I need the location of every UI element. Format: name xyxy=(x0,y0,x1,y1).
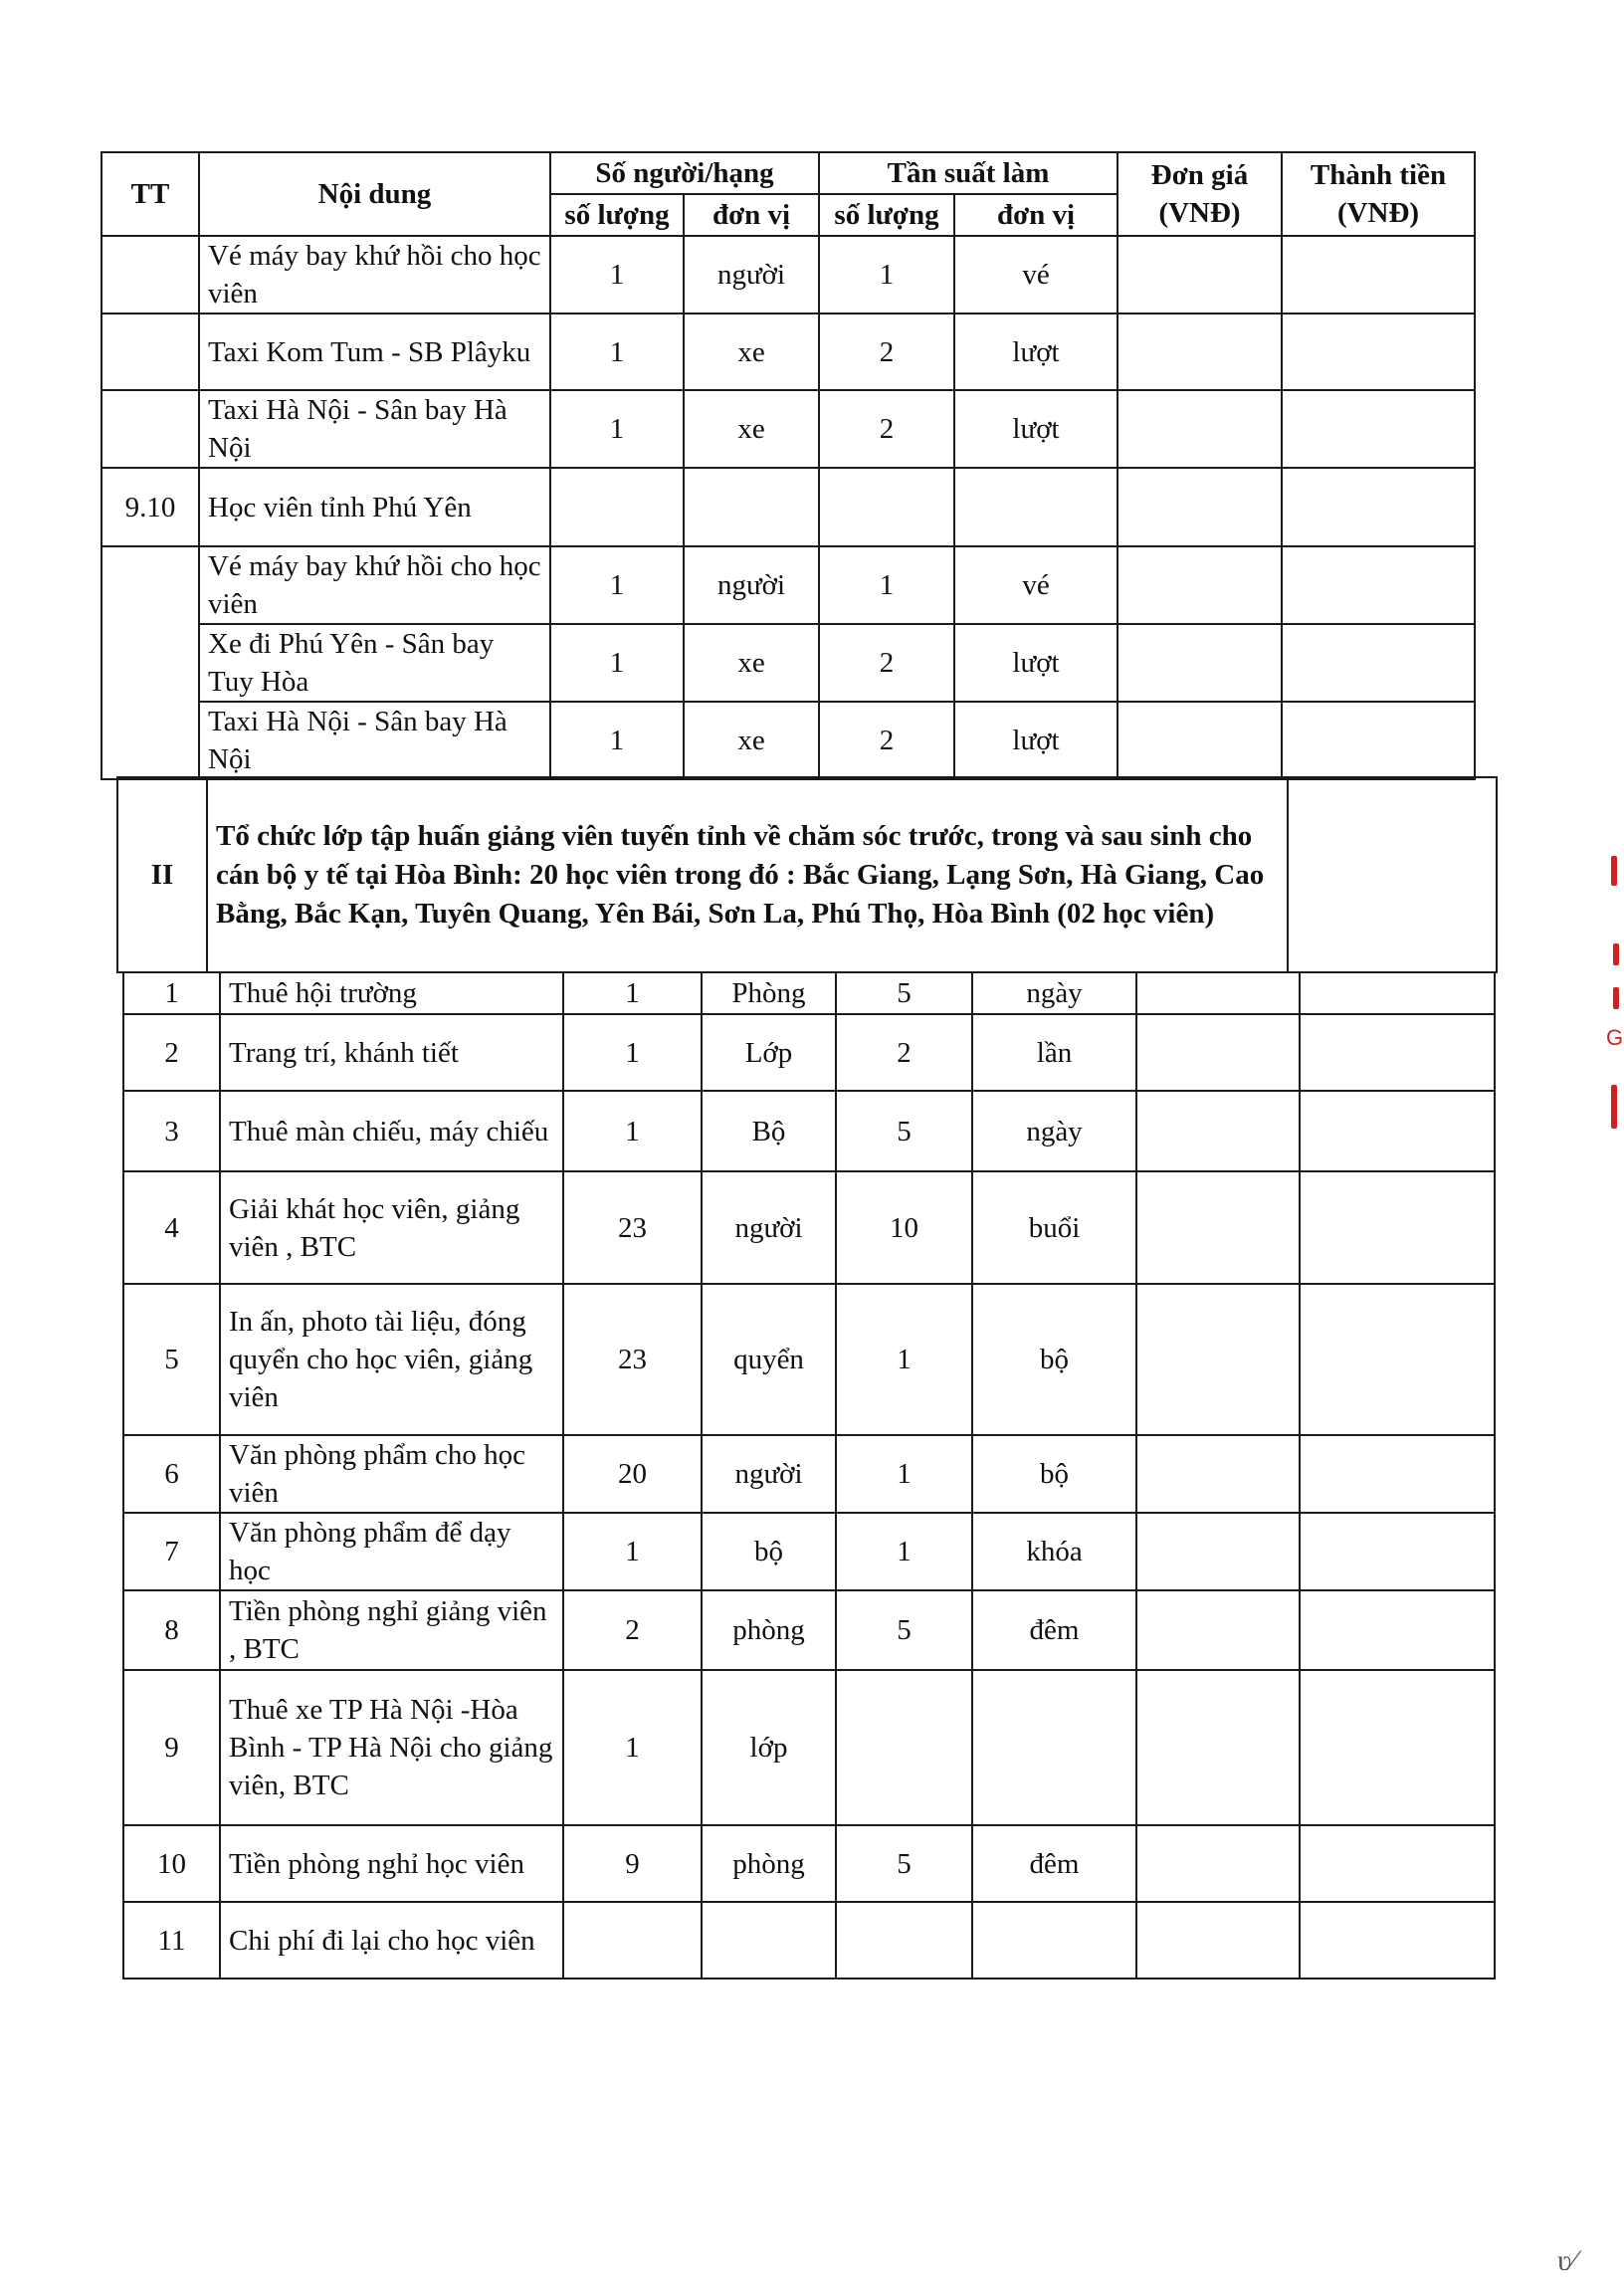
table-row xyxy=(102,702,1475,779)
row-tt xyxy=(102,236,199,313)
row-unit-price xyxy=(1136,1590,1300,1670)
row-unit-price xyxy=(1117,546,1282,624)
row-tt xyxy=(102,313,199,390)
section-ii-tt: II xyxy=(117,777,207,972)
row-tt: 4 xyxy=(123,1171,220,1284)
header-thanh-tien-label: Thành tiền xyxy=(1310,159,1447,191)
row-quantity: 23 xyxy=(563,1284,702,1435)
header-row-1 xyxy=(102,152,1475,194)
group-row-9-10 xyxy=(102,468,1475,546)
row-quantity: 1 xyxy=(550,390,684,468)
row-total xyxy=(1282,624,1475,702)
row-content: Tiền phòng nghỉ giảng viên , BTC xyxy=(220,1590,563,1670)
row-quantity: 1 xyxy=(563,1091,702,1171)
table-row xyxy=(123,1902,1495,1979)
row-frequency xyxy=(836,1902,972,1979)
table-row xyxy=(102,546,1475,624)
row-tt: 11 xyxy=(123,1902,220,1979)
group-tt: 9.10 xyxy=(102,468,199,546)
section-ii-title: Tổ chức lớp tập huấn giảng viên tuyến tỉnh về chăm sóc trước, trong và sau sinh cho cán bộ y tế tại Hòa Bình: 20 học viên trong đó : Bắc Giang, Lạng Sơn, Hà Giang, Cao Bằng, Bắc Kạn, Tuyên Quang, Yên Bái, Sơn La, Phú Thọ, Hòa Bình (02 học viên) xyxy=(207,777,1288,972)
row-frequency-unit: lượt xyxy=(954,624,1117,702)
row-unit: phòng xyxy=(702,1825,836,1902)
row-quantity: 1 xyxy=(550,313,684,390)
row-unit: xe xyxy=(684,390,819,468)
row-total xyxy=(1300,1014,1495,1091)
row-frequency: 2 xyxy=(819,390,954,468)
header-don-gia xyxy=(1117,152,1282,236)
row-unit: phòng xyxy=(702,1590,836,1670)
row-frequency-unit: bộ xyxy=(972,1435,1136,1513)
row-unit-price xyxy=(1136,1435,1300,1513)
corner-mark: ʋ⁄ xyxy=(1557,2244,1577,2277)
row-tt: 2 xyxy=(123,1014,220,1091)
row-unit-price xyxy=(1117,313,1282,390)
empty-cell xyxy=(1288,777,1497,972)
row-frequency-unit: lần xyxy=(972,1014,1136,1091)
row-tt: 8 xyxy=(123,1590,220,1670)
row-content: Văn phòng phẩm cho học viên xyxy=(220,1435,563,1513)
row-unit: bộ xyxy=(702,1513,836,1590)
table-row xyxy=(123,1091,1495,1171)
row-unit-price xyxy=(1136,972,1300,1014)
row-content: Vé máy bay khứ hồi cho học viên xyxy=(199,546,550,624)
empty-cell xyxy=(1117,468,1282,546)
row-total xyxy=(1300,1284,1495,1435)
row-tt: 10 xyxy=(123,1825,220,1902)
empty-cell xyxy=(550,468,684,546)
row-frequency-unit: vé xyxy=(954,546,1117,624)
row-unit-price xyxy=(1136,1670,1300,1825)
seal-mark xyxy=(1611,856,1617,886)
header-don-gia-label: Đơn giá xyxy=(1150,159,1249,191)
row-unit: xe xyxy=(684,702,819,779)
group-content: Học viên tỉnh Phú Yên xyxy=(199,468,550,546)
row-frequency-unit: vé xyxy=(954,236,1117,313)
row-frequency: 2 xyxy=(836,1014,972,1091)
table-row xyxy=(123,1670,1495,1825)
row-content: Chi phí đi lại cho học viên xyxy=(220,1902,563,1979)
row-unit: Lớp xyxy=(702,1014,836,1091)
budget-table-part-2 xyxy=(122,971,1496,1980)
row-content: Taxi Kom Tum - SB Plâyku xyxy=(199,313,550,390)
header-tan-suat-lam: Tần suất làm xyxy=(819,152,1117,194)
row-total xyxy=(1300,1825,1495,1902)
header-tt: TT xyxy=(102,152,199,236)
row-frequency-unit: lượt xyxy=(954,390,1117,468)
empty-cell xyxy=(954,468,1117,546)
row-quantity: 20 xyxy=(563,1435,702,1513)
row-unit-price xyxy=(1117,624,1282,702)
row-frequency-unit: lượt xyxy=(954,313,1117,390)
row-content: Vé máy bay khứ hồi cho học viên xyxy=(199,236,550,313)
seal-mark xyxy=(1613,943,1619,965)
header-so-luong-2: số lượng xyxy=(819,194,954,236)
row-unit-price xyxy=(1136,1284,1300,1435)
row-frequency-unit: lượt xyxy=(954,702,1117,779)
row-frequency: 10 xyxy=(836,1171,972,1284)
row-frequency: 1 xyxy=(836,1513,972,1590)
row-content: Xe đi Phú Yên - Sân bay Tuy Hòa xyxy=(199,624,550,702)
row-frequency: 2 xyxy=(819,702,954,779)
table-row xyxy=(123,1014,1495,1091)
row-tt: 7 xyxy=(123,1513,220,1590)
header-thanh-tien-unit: (VNĐ) xyxy=(1336,197,1420,229)
row-total xyxy=(1282,313,1475,390)
table-row xyxy=(102,313,1475,390)
header-thanh-tien xyxy=(1282,152,1475,236)
row-frequency: 2 xyxy=(819,313,954,390)
row-content: Thuê hội trường xyxy=(220,972,563,1014)
seal-letter: G xyxy=(1606,1025,1624,1050)
empty-cell xyxy=(684,468,819,546)
table-row xyxy=(102,624,1475,702)
table-row xyxy=(123,1284,1495,1435)
row-tt: 9 xyxy=(123,1670,220,1825)
row-quantity: 1 xyxy=(550,624,684,702)
row-unit-price xyxy=(1136,1171,1300,1284)
row-unit-price xyxy=(1117,702,1282,779)
row-quantity: 1 xyxy=(563,1513,702,1590)
header-so-nguoi-hang: Số người/hạng xyxy=(550,152,819,194)
row-unit: xe xyxy=(684,313,819,390)
row-total xyxy=(1300,1091,1495,1171)
row-tt: 5 xyxy=(123,1284,220,1435)
row-tt: 3 xyxy=(123,1091,220,1171)
row-quantity: 1 xyxy=(563,1014,702,1091)
row-total xyxy=(1300,1513,1495,1590)
header-don-vi-1: đơn vị xyxy=(684,194,819,236)
row-quantity xyxy=(563,1902,702,1979)
row-unit-price xyxy=(1117,390,1282,468)
row-tt: 6 xyxy=(123,1435,220,1513)
row-total xyxy=(1282,390,1475,468)
header-don-gia-unit: (VNĐ) xyxy=(1158,197,1241,229)
row-unit-price xyxy=(1136,1091,1300,1171)
row-total xyxy=(1300,1171,1495,1284)
section-ii-row xyxy=(117,777,1497,972)
row-frequency-unit: ngày xyxy=(972,1091,1136,1171)
row-unit: Phòng xyxy=(702,972,836,1014)
row-frequency-unit: bộ xyxy=(972,1284,1136,1435)
row-frequency: 1 xyxy=(819,546,954,624)
row-frequency-unit: khóa xyxy=(972,1513,1136,1590)
row-total xyxy=(1282,546,1475,624)
row-quantity: 1 xyxy=(550,702,684,779)
row-unit: người xyxy=(684,546,819,624)
row-frequency-unit: ngày xyxy=(972,972,1136,1014)
row-total xyxy=(1282,702,1475,779)
table-row xyxy=(123,1513,1495,1590)
header-so-luong-1: số lượng xyxy=(550,194,684,236)
row-tt-merged xyxy=(102,546,199,779)
row-content: Thuê màn chiếu, máy chiếu xyxy=(220,1091,563,1171)
row-total xyxy=(1300,1590,1495,1670)
row-unit: người xyxy=(684,236,819,313)
row-frequency: 5 xyxy=(836,1091,972,1171)
table-row xyxy=(123,1171,1495,1284)
row-total xyxy=(1300,972,1495,1014)
row-frequency-unit: buổi xyxy=(972,1171,1136,1284)
row-total xyxy=(1300,1902,1495,1979)
budget-table-section-ii xyxy=(116,776,1498,973)
row-quantity: 23 xyxy=(563,1171,702,1284)
table-row xyxy=(102,390,1475,468)
row-unit: lớp xyxy=(702,1670,836,1825)
row-unit: quyển xyxy=(702,1284,836,1435)
row-content: Taxi Hà Nội - Sân bay Hà Nội xyxy=(199,702,550,779)
row-frequency: 2 xyxy=(819,624,954,702)
seal-mark xyxy=(1611,1085,1617,1129)
seal-mark xyxy=(1613,987,1619,1009)
row-unit: Bộ xyxy=(702,1091,836,1171)
row-quantity: 2 xyxy=(563,1590,702,1670)
row-unit-price xyxy=(1136,1902,1300,1979)
row-total xyxy=(1300,1670,1495,1825)
row-unit: người xyxy=(702,1171,836,1284)
row-content: Văn phòng phẩm để dạy học xyxy=(220,1513,563,1590)
row-frequency: 5 xyxy=(836,972,972,1014)
empty-cell xyxy=(1282,468,1475,546)
header-noi-dung: Nội dung xyxy=(199,152,550,236)
row-unit-price xyxy=(1136,1014,1300,1091)
row-tt xyxy=(102,390,199,468)
row-frequency: 1 xyxy=(836,1435,972,1513)
empty-cell xyxy=(819,468,954,546)
row-frequency: 1 xyxy=(819,236,954,313)
row-quantity: 1 xyxy=(550,236,684,313)
table-row xyxy=(123,1825,1495,1902)
row-frequency-unit xyxy=(972,1902,1136,1979)
table-row xyxy=(123,1590,1495,1670)
row-quantity: 1 xyxy=(563,972,702,1014)
row-total xyxy=(1300,1435,1495,1513)
row-unit-price xyxy=(1136,1825,1300,1902)
row-quantity: 9 xyxy=(563,1825,702,1902)
row-unit: người xyxy=(702,1435,836,1513)
table-row xyxy=(123,972,1495,1014)
row-frequency: 5 xyxy=(836,1825,972,1902)
budget-table-part-1 xyxy=(101,151,1476,780)
row-frequency-unit xyxy=(972,1670,1136,1825)
table-row xyxy=(123,1435,1495,1513)
row-tt: 1 xyxy=(123,972,220,1014)
row-unit-price xyxy=(1117,236,1282,313)
table-row xyxy=(102,236,1475,313)
row-content: Thuê xe TP Hà Nội -Hòa Bình - TP Hà Nội cho giảng viên, BTC xyxy=(220,1670,563,1825)
row-frequency: 1 xyxy=(836,1284,972,1435)
row-frequency xyxy=(836,1670,972,1825)
row-content: In ấn, photo tài liệu, đóng quyển cho học viên, giảng viên xyxy=(220,1284,563,1435)
row-content: Giải khát học viên, giảng viên , BTC xyxy=(220,1171,563,1284)
row-quantity: 1 xyxy=(550,546,684,624)
row-content: Taxi Hà Nội - Sân bay Hà Nội xyxy=(199,390,550,468)
row-quantity: 1 xyxy=(563,1670,702,1825)
row-unit xyxy=(702,1902,836,1979)
header-don-vi-2: đơn vị xyxy=(954,194,1117,236)
row-unit-price xyxy=(1136,1513,1300,1590)
row-content: Tiền phòng nghỉ học viên xyxy=(220,1825,563,1902)
row-frequency: 5 xyxy=(836,1590,972,1670)
row-content: Trang trí, khánh tiết xyxy=(220,1014,563,1091)
row-unit: xe xyxy=(684,624,819,702)
row-frequency-unit: đêm xyxy=(972,1590,1136,1670)
row-total xyxy=(1282,236,1475,313)
row-frequency-unit: đêm xyxy=(972,1825,1136,1902)
